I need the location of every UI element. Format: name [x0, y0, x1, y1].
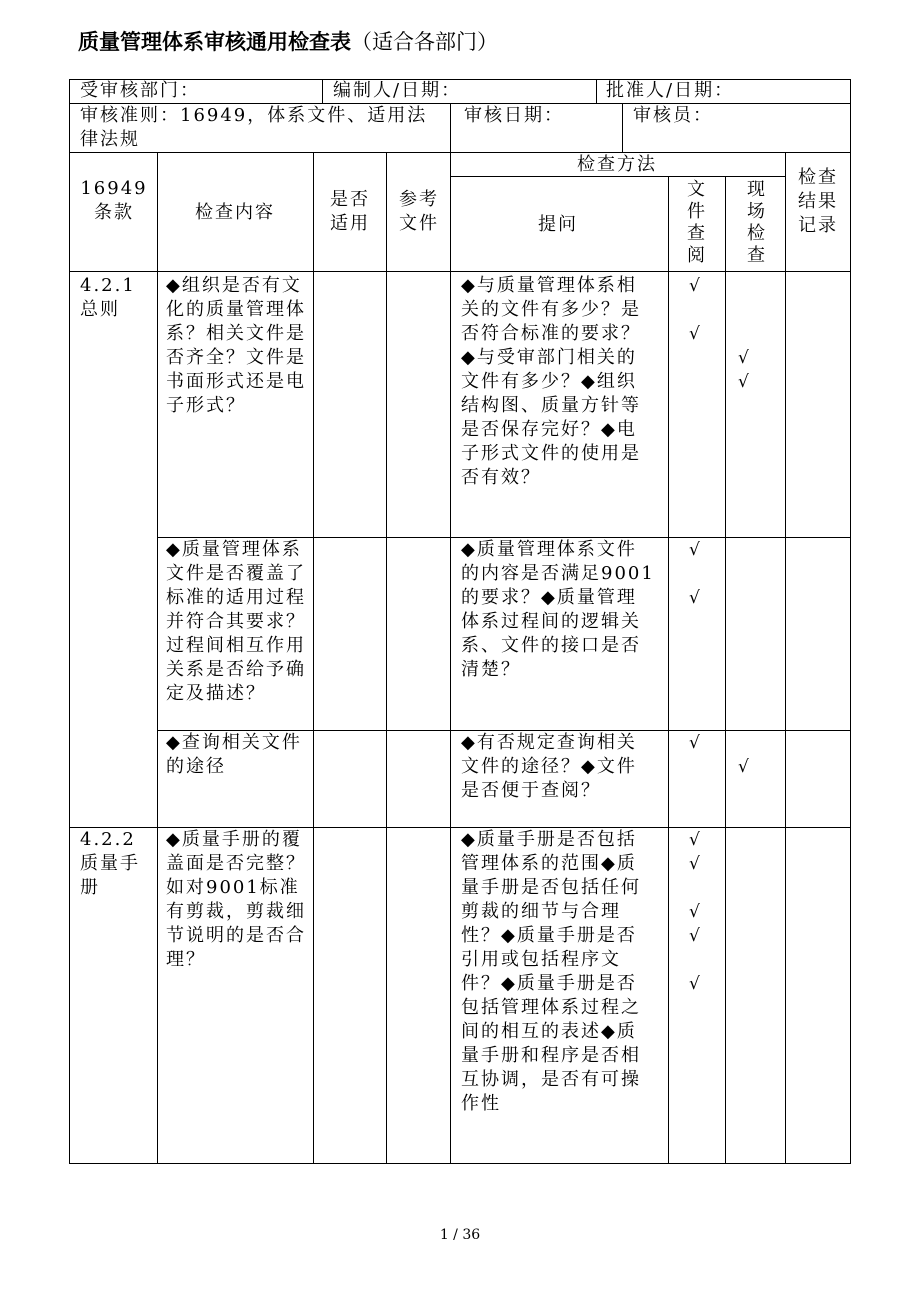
- row3-content: ◆查询相关文件的途径: [166, 732, 302, 777]
- col-method: 检查方法: [577, 154, 657, 175]
- check-mark: √: [689, 276, 700, 296]
- check-mark: √: [689, 830, 700, 850]
- check-mark: √: [689, 588, 700, 608]
- check-mark: √: [738, 348, 749, 368]
- row4-content: ◆质量手册的覆盖面是否完整？如对9001标准有剪裁，剪裁细节说明的是否合理？: [166, 829, 306, 970]
- col-clause: 16949条款: [80, 178, 148, 223]
- check-mark: √: [689, 854, 700, 874]
- dept-label: 受审核部门：: [80, 80, 200, 101]
- check-mark: √: [689, 540, 700, 560]
- approved-label: 批准人/日期：: [606, 80, 735, 101]
- row4-clause: 4.2.2质量手册: [80, 829, 140, 898]
- row2-content: ◆质量管理体系文件是否覆盖了标准的适用过程并符合其要求？过程间相互作用关系是否给予确定及描述？: [166, 539, 306, 704]
- check-mark: √: [689, 926, 700, 946]
- auditor-label: 审核员：: [633, 105, 713, 126]
- prepared-label: 编制人/日期：: [333, 80, 462, 101]
- row1-clause: 4.2.1总则: [80, 275, 136, 320]
- col-result: 检查结果记录: [798, 167, 838, 236]
- page-title: 质量管理体系审核通用检查表（适合各部门）: [78, 29, 498, 54]
- check-mark: √: [738, 757, 749, 777]
- check-mark: √: [689, 733, 700, 753]
- criteria-label: 审核准则：16949，体系文件、适用法律法规: [80, 105, 428, 150]
- check-mark: √: [738, 372, 749, 392]
- col-content: 检查内容: [195, 202, 275, 223]
- col-reference: 参考文件: [399, 189, 439, 234]
- col-site-check: 现场检查: [747, 179, 765, 266]
- check-mark: √: [689, 902, 700, 922]
- col-applicable: 是否适用: [330, 189, 370, 234]
- check-mark: √: [689, 324, 700, 344]
- page-number: 1 / 36: [439, 1227, 481, 1243]
- row4-question: ◆质量手册是否包括管理体系的范围◆质量手册是否包括任何剪裁的细节与合理性？◆质量手册是否引用或包括程序文件？◆质量手册是否包括管理体系过程之间的相互的表述◆质量手册和程序是否相互协调，是否有可操作性: [461, 829, 641, 1114]
- col-doc-review: 文件查阅: [687, 179, 705, 266]
- row1-content: ◆组织是否有文化的质量管理体系？相关文件是否齐全？文件是书面形式还是电子形式？: [166, 275, 306, 416]
- check-mark: √: [689, 974, 700, 994]
- audit-date-label: 审核日期：: [464, 105, 564, 126]
- row2-question: ◆质量管理体系文件的内容是否满足9001的要求？◆质量管理体系过程间的逻辑关系、文件的接口是否清楚？: [461, 539, 655, 680]
- row3-question: ◆有否规定查询相关文件的途径？◆文件是否便于查阅？: [461, 732, 637, 801]
- col-question: 提问: [538, 214, 578, 235]
- row1-question: ◆与质量管理体系相关的文件有多少？是否符合标准的要求？◆与受审部门相关的文件有多少？◆组织结构图、质量方针等是否保存完好？◆电子形式文件的使用是否有效？: [461, 275, 641, 488]
